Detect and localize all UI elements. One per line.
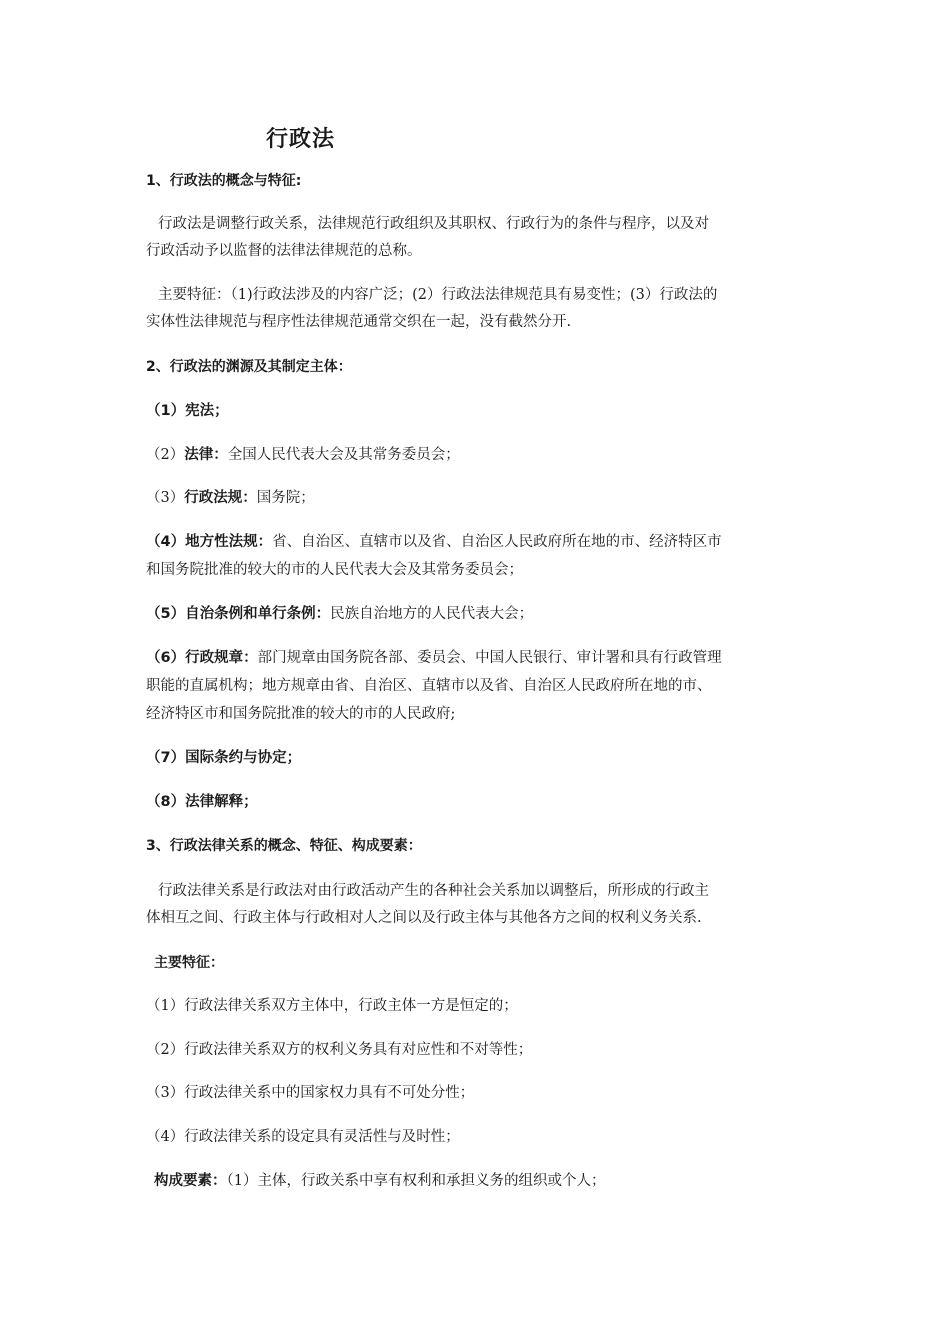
source-item-label: （7）国际条约与协定； <box>146 750 302 766</box>
source-item <box>146 398 816 425</box>
source-item-continuation: 和国务院批准的较大的市的人民代表大会及其常务委员会； <box>146 562 523 578</box>
source-item-label: 法律： <box>184 447 228 463</box>
source-item-text: 民族自治地方的人民代表大会； <box>330 606 534 622</box>
source-item-label: （1）宪法； <box>146 403 229 419</box>
source-item-number: （2） <box>146 447 185 463</box>
source-item <box>146 485 816 512</box>
source-item-label: （6）行政规章： <box>146 650 258 666</box>
source-item-text: 部门规章由国务院各部、委员会、中国人民银行、审计署和具有行政管理 <box>257 650 722 666</box>
feature-item: （4）行政法律关系的设定具有灵活性与及时性； <box>146 1129 460 1145</box>
source-item <box>146 745 816 772</box>
section-3-paragraph-line: 行政法律关系是行政法对由行政活动产生的各种社会关系加以调整后，所形成的行政主 <box>158 883 709 899</box>
source-item-label: （5）自治条例和单行条例： <box>146 606 331 622</box>
source-item-continuation: 经济特区市和国务院批准的较大的市的人民政府; <box>146 706 456 722</box>
source-item-label: （4）地方性法规： <box>146 534 273 550</box>
source-item-label: （8）法律解释； <box>146 794 258 810</box>
source-item-continuation: 职能的直属机构；地方规章由省、自治区、直辖市以及省、自治区人民政府所在地的市、 <box>146 678 712 694</box>
feature-item: （1）行政法律关系双方主体中，行政主体一方是恒定的； <box>146 998 518 1014</box>
elements-label: 构成要素： <box>154 1173 227 1189</box>
elements-text: （1）主体，行政关系中享有权利和承担义务的组织或个人； <box>226 1173 606 1189</box>
source-item-number: （3） <box>146 490 185 506</box>
source-item <box>146 789 816 816</box>
source-item <box>146 601 816 628</box>
source-item-text: 全国人民代表大会及其常务委员会； <box>227 447 460 463</box>
source-item-text: 省、自治区、直辖市以及省、自治区人民政府所在地的市、经济特区市 <box>272 534 722 550</box>
document-title: 行政法 <box>266 127 336 152</box>
section-1-features-line: 主要特征：（1)行政法涉及的内容广泛；(2）行政法法律规范具有易变性；(3）行政法的 <box>158 287 718 303</box>
source-item <box>146 442 816 469</box>
feature-item: （2）行政法律关系双方的权利义务具有对应性和不对等性； <box>146 1042 533 1058</box>
feature-item: （3）行政法律关系中的国家权力具有不可处分性； <box>146 1085 475 1101</box>
elements-line <box>146 1168 824 1195</box>
section-3-paragraph-line: 体相互之间、行政主体与行政相对人之间以及行政主体与其他各方之间的权利义务关系. <box>146 910 702 926</box>
section-1-paragraph-line: 行政活动予以监督的法律法律规范的总称。 <box>146 243 422 259</box>
source-item-label: 行政法规： <box>184 490 257 506</box>
features-label: 主要特征： <box>154 955 224 971</box>
section-1-paragraph-line: 行政法是调整行政关系，法律规范行政组织及其职权、行政行为的条件与程序，以及对 <box>158 216 709 232</box>
source-item-text: 国务院； <box>256 490 315 506</box>
section-3-heading: 3、行政法律关系的概念、特征、构成要素： <box>146 838 422 854</box>
section-1-heading: 1、行政法的概念与特征: <box>146 173 302 189</box>
section-2-heading: 2、行政法的渊源及其制定主体： <box>146 359 352 375</box>
section-1-features-line: 实体性法律规范与程序性法律规范通常交织在一起，没有截然分开. <box>146 314 572 330</box>
source-item <box>146 529 816 556</box>
source-item <box>146 645 816 672</box>
